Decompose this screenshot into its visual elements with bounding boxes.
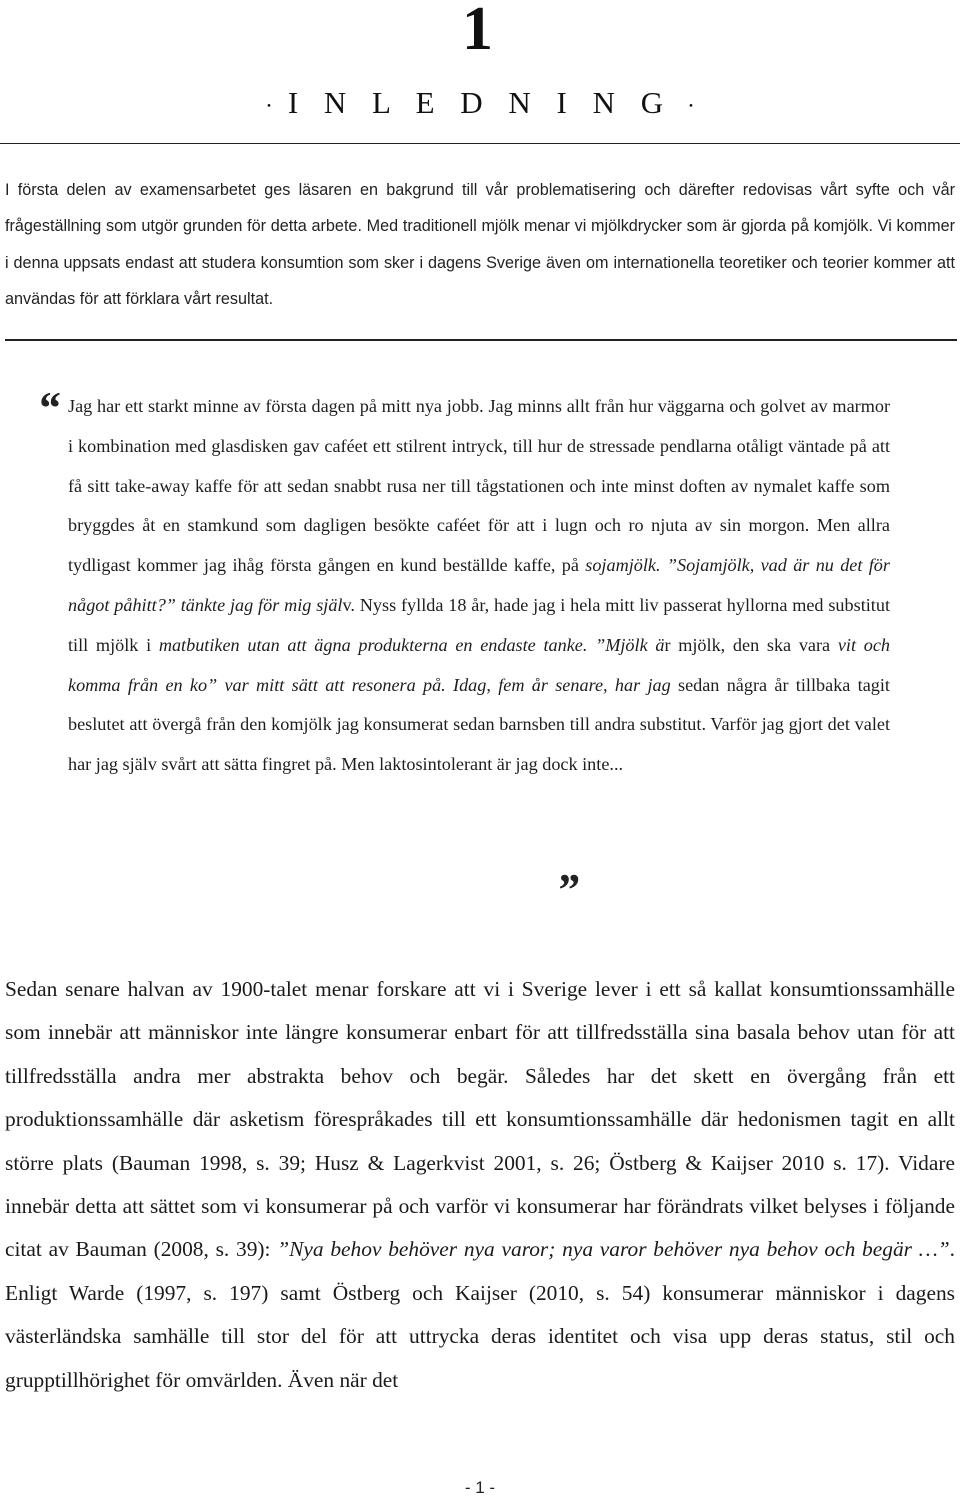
top-divider bbox=[0, 143, 960, 144]
body-text-1: Sedan senare halvan av 1900-talet menar forskare att vi i Sverige lever i ett så kallat konsumtionssamhälle som innebär att människor inte längre konsumerar enbart för att tillfredsställa sina basala behov utan för att tillfredsställa andra mer abstrakta behov och begär. Således har det skett en övergång från ett produktionssamhälle där asketism förespråkades till ett konsumtionssamhälle där hedonismen tagit en allt större plats (Bauman 1998, s. 39; Husz & Lagerkvist 2001, s. 26; Östberg & Kaijser 2010 s. 17). Vidare innebär detta att sättet som vi konsumerar på och varför vi konsumerar har förändrats vilket belyses i följande citat av Bauman (2008, s. 39): bbox=[5, 977, 955, 1262]
body-text-2: . Enligt Warde (1997, s. 197) samt Östberg och Kaijser (2010, s. 54) konsumerar människor i dagens västerländska samhälle till stor del för att uttrycka deras identitet och visa upp deras status, stil och grupptillhörighet för omvärlden. Även när det bbox=[5, 1237, 955, 1392]
quote-block bbox=[68, 387, 890, 785]
quote-italic-3: vit och komma från en ko” var mitt sätt att resonera på. Idag, fem år senare, har jag bbox=[68, 634, 890, 695]
chapter-number: 1 bbox=[462, 0, 494, 63]
chapter-heading bbox=[0, 85, 960, 121]
body-paragraph bbox=[5, 968, 955, 1402]
heading-bullet-left: • bbox=[266, 98, 272, 113]
quote-italic-1: sojamjölk. ”Sojamjölk, vad är nu det för något påhitt?” tänkte jag för mig själ bbox=[68, 555, 890, 615]
quote-text-4: sedan några år tillbaka tagit beslutet att övergå från den komjölk jag konsumerat sedan barnsben till andra substitut. Varför jag gjort det valet har jag själv svårt att sätta fingret på. Men laktosintolerant är jag dock inte... bbox=[68, 674, 890, 775]
close-quote-mark: ” bbox=[556, 864, 579, 915]
body-citation-italic: ”Nya behov behöver nya varor; nya varor behöver nya behov och begär …” bbox=[277, 1237, 950, 1262]
open-quote-mark: “ bbox=[37, 382, 60, 433]
quote-text-1: Jag har ett starkt minne av första dagen på mitt nya jobb. Jag minns allt från hur väggarna och golvet av marmor i kombination med glasdisken gav caféet ett stilrent intryck, till hur de stressade pendlarna otåligt väntade på att få sitt take-away kaffe för att sedan snabbt rusa ner till tågstationen och inte minst doften av nymalet kaffe som bryggdes åt en stamkund som dagligen besökte caféet för att i lugn och ro njuta av sin morgon. Men allra tydligast kommer jag ihåg första gången en kund beställde kaffe, på bbox=[68, 396, 890, 576]
quote-text-3: r mjölk, den ska vara bbox=[664, 634, 838, 655]
quote-italic-2: matbutiken utan att ägna produkterna en endaste tanke. ”Mjölk ä bbox=[158, 634, 665, 655]
heading-bullet-right: • bbox=[688, 98, 694, 113]
page-number: - 1 - bbox=[464, 1478, 496, 1497]
intro-paragraph: I första delen av examensarbetet ges läsaren en bakgrund till vår problematisering och därefter redovisas vårt syfte och vår frågeställning som utgör grunden för detta arbete. Med traditionell mjölk menar vi mjölkdrycker som är gjorda på komjölk. Vi kommer i denna uppsats endast att studera konsumtion som sker i dagens Sverige även om internationella teoretiker och teorier kommer att användas för att förklara vårt resultat. bbox=[5, 181, 955, 308]
section-divider bbox=[5, 339, 957, 341]
chapter-title: I N L E D N I N G bbox=[287, 85, 673, 120]
quote-text-2: v. Nyss fyllda 18 år, hade jag i hela mitt liv passerat hyllorna med substitut till mjölk i bbox=[68, 594, 891, 655]
